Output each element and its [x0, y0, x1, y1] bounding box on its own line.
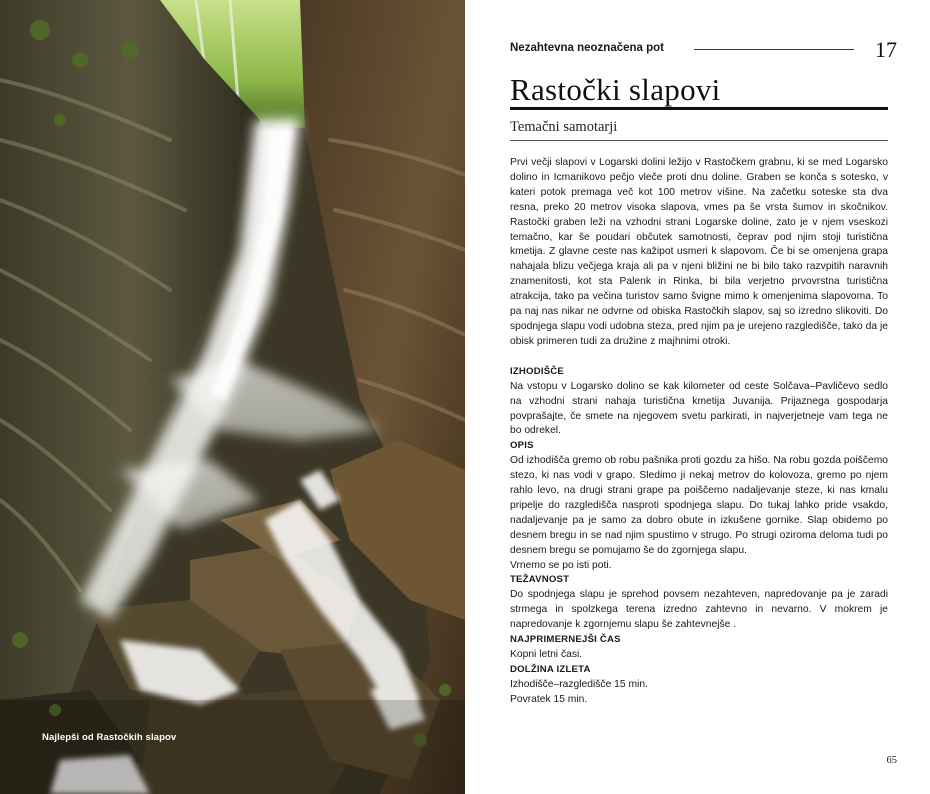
intro-paragraph: Prvi večji slapovi v Logarski dolini ležijo v Rastočkem grabnu, ki se med Logarsko dolino in Icmanikovo pečjo vleče proti dnu doline. Graben se konča s sotesko, v kateri potok premaga več kot 100 metrov višine. Na začetku soteske sta dva resna, preko 20 metrov visoka slapova, vmes pa še vrsta šumov in skočnikov. Rastočki graben leži na vzhodni strani Logarske doline, zato je v njem vseskozi temačno, kar še poudari občutek samotnosti, čeprav pod njim stoji turistična kmetija. Z glavne ceste nas kažipot usmeri k slapovom. Če bi se omenjena grapa nahajala blizu večjega kraja ali pa v njeni bližini ne bi bilo tako razvpitih naravnih znamenitosti, kot sta Palenk in Rinka, bi bila verjetno prvovrstna turistična atrakcija, tako pa večina turistov samo švigne mimo k omenjenima slapovoma. To pa naj nas nikar ne odvrne od obiska Rastočkih slapov, saj so izredno slikoviti. Do spodnjega slapu vodi udobna steza, pred njim pa je urejeno razgledišče, tako da je obisk primeren tudi za družine z majhnimi otroki. [510, 157, 888, 347]
page-title: Rastočki slapovi [510, 72, 721, 107]
return-text: Vrnemo se po isti poti. [510, 559, 612, 571]
photo-caption: Najlepši od Rastočkih slapov [42, 732, 177, 743]
route-type-label: Nezahtevna neoznačena pot [510, 42, 665, 54]
page-subtitle: Temačni samotarji [510, 119, 618, 135]
length-heading: DOLŽINA IZLETA [510, 663, 591, 675]
difficulty-heading: TEŽAVNOST [510, 574, 570, 586]
text-page [465, 0, 930, 794]
subtitle-rule [510, 140, 888, 141]
length-back-text: Povratek 15 min. [510, 693, 588, 705]
route-number: 17 [875, 37, 897, 62]
description-text: Od izhodišča gremo ob robu pašnika proti gozdu za hišo. Na robu gozda poiščemo stezo, ki nas vodi v grapo. Sledimo ji nekaj metrov do kolovoza, gremo po njem rahlo levo, na drugi strani grape pa poiščemo nadaljevanje steze, ki nas kmalu pripelje do razgledišča nasproti spodnjega slapu. Do tukaj lahko pride vsakdo, nadaljevanje pa je samo za dobro obute in izkušene gornike. Slap obidemo po desnem bregu in se nad njim spustimo v strugo. Po strugi oziroma deloma tudi po desnem bregu se pomujamo še do zgornjega slapu. [510, 455, 888, 556]
season-heading: NAJPRIMERNEJŠI ČAS [510, 634, 621, 646]
difficulty-text: Do spodnjega slapu je sprehod povsem nezahteven, napredovanje pa je zaradi strmega in spolzkega terena izredno zahtevno in nevarno. V mokrem je napredovanje k zgornjemu slapu še zahtevnejše . [510, 589, 888, 631]
page-number: 65 [886, 755, 897, 766]
length-out-text: Izhodišče–razgledišče 15 min. [510, 678, 648, 690]
start-text: Na vstopu v Logarsko dolino se kak kilometer od ceste Solčava–Pavličevo sedlo na vzhodni strani nahaja turistična kmetija Juvanija. Prijaznega gospodarja povprašajte, če smete na njegovem svetu parkirati, in najverjetneje vam tega ne bo odrekel. [510, 380, 888, 437]
season-text: Kopni letni časi. [510, 649, 583, 660]
description-heading: OPIS [510, 440, 534, 452]
article-body [510, 156, 888, 708]
title-rule [510, 107, 888, 110]
header-rule [694, 49, 854, 50]
start-heading: IZHODIŠČE [510, 365, 565, 377]
